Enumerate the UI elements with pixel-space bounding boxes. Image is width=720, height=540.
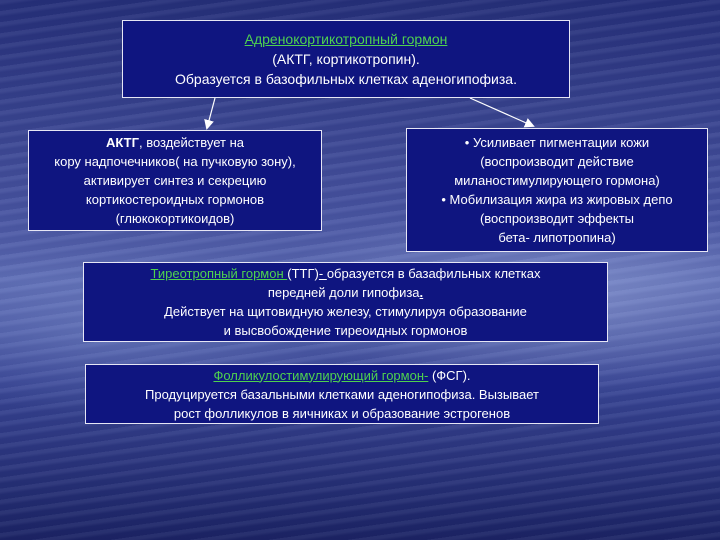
fsh-line3: рост фолликулов в яичниках и образование эстрогенов [173, 405, 511, 421]
pigment-line6: бета- липотропина) [498, 230, 616, 245]
acth-action-line4: кортикостероидных гормонов [85, 192, 265, 207]
tsh-line3: Действует на щитовидную железу, стимулируя образование [164, 304, 527, 319]
acth-box [122, 20, 570, 98]
arrow-to-acth-action [207, 98, 215, 128]
arrow-to-pigment [470, 98, 533, 126]
tsh-title-link[interactable]: Тиреотропный гормон [150, 266, 288, 281]
tsh-dash: - [318, 266, 327, 281]
tsh-line4: и высвобождение тиреоидных гормонов [223, 323, 468, 338]
acth-origin: Образуется в базофильных клетках аденогипофиза. [175, 71, 517, 87]
pigment-line1: • Усиливает пигментации кожи [464, 135, 650, 150]
pigment-line2: (воспроизводит действие [480, 154, 634, 169]
pigment-line4: • Мобилизация жира из жировых депо [441, 192, 673, 207]
pigment-box [406, 128, 708, 252]
acth-action-line1: , воздействует на [138, 135, 244, 150]
tsh-line2-dot: . [419, 285, 424, 300]
fsh-box [85, 364, 599, 424]
tsh-box [83, 262, 608, 342]
acth-action-line3: активирует синтез и секрецию [83, 173, 267, 188]
fsh-abbrev: (ФСГ). [428, 367, 471, 383]
acth-action-bold: АКТГ [106, 135, 139, 150]
acth-action-box [28, 130, 322, 231]
fsh-line2: Продуцируется базальными клетками аденогипофиза. Вызывает [145, 386, 539, 402]
tsh-line2: передней доли гипофиза [267, 285, 420, 300]
acth-action-line5: (глюкокортикоидов) [115, 211, 235, 226]
tsh-abbrev: (ТТГ) [287, 266, 319, 281]
acth-action-line2: кору надпочечников( на пучковую зону), [54, 154, 296, 169]
pigment-line5: (воспроизводит эффекты [479, 211, 635, 226]
pigment-line3: миланостимулирующего гормона) [454, 173, 660, 188]
tsh-origin: образуется в базафильных клетках [326, 266, 541, 281]
acth-title-link[interactable]: Адренокортикотропный гормон [244, 31, 448, 47]
fsh-title-link[interactable]: Фолликулостимулирующий гормон- [213, 367, 429, 383]
acth-abbrev: (АКТГ, кортикотропин). [272, 51, 420, 67]
